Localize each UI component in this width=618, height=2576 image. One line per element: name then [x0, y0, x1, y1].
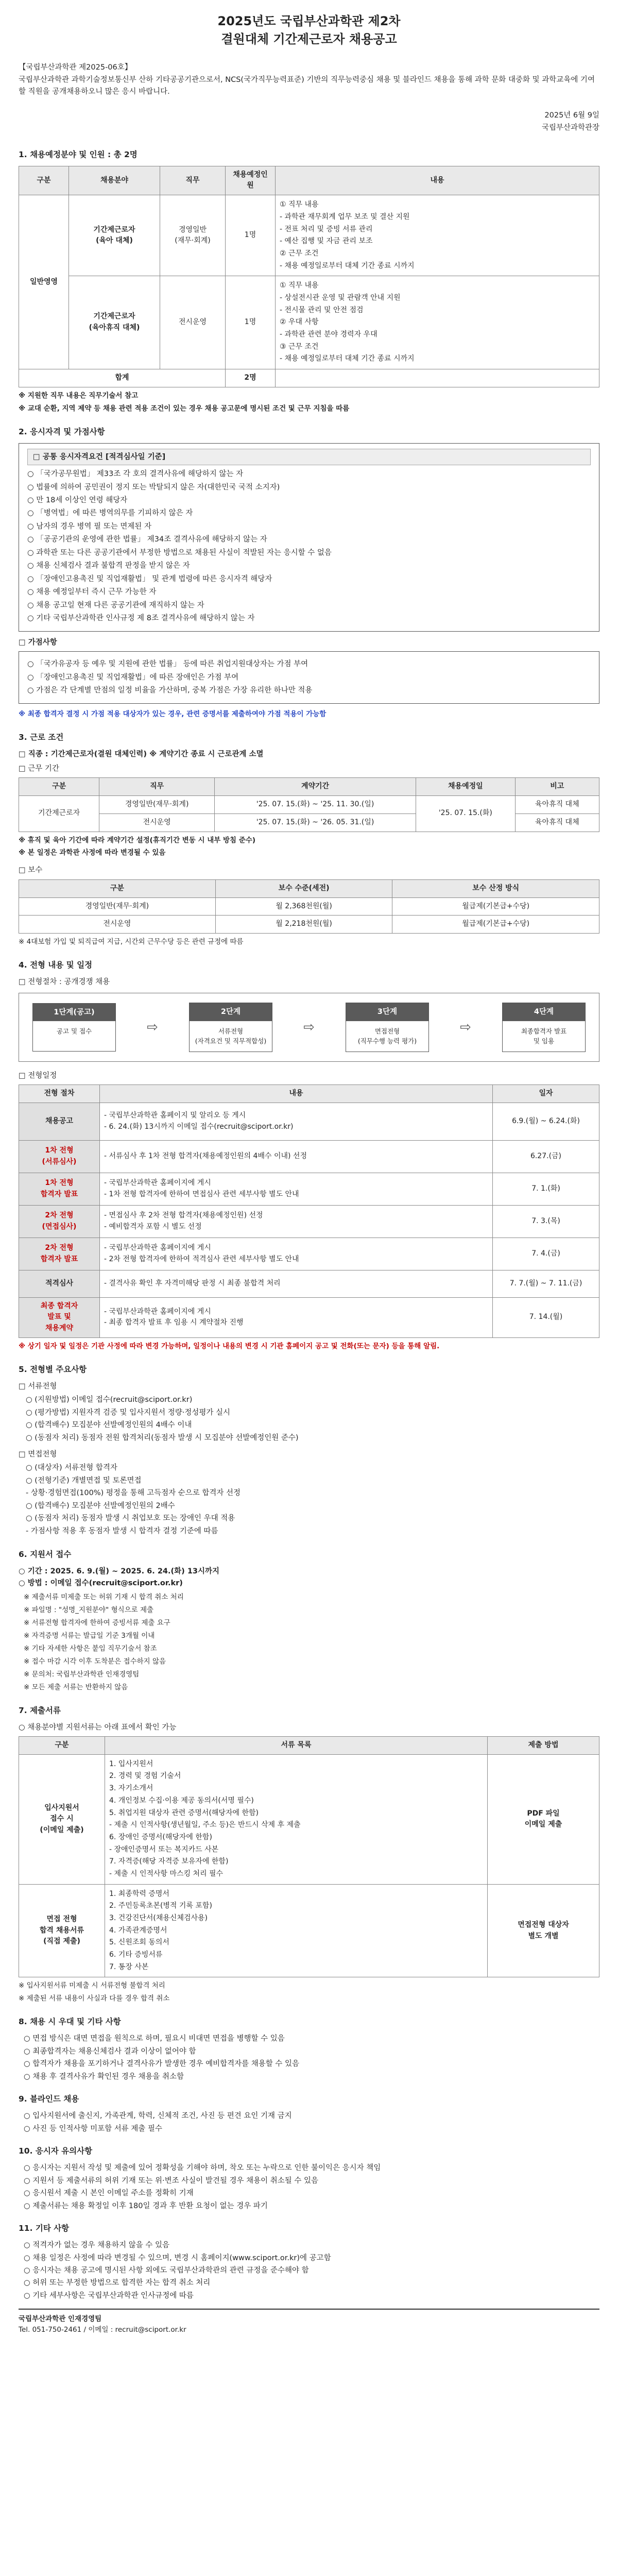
th-wage-method: 보수 산정 방식	[392, 879, 599, 897]
positions-table	[19, 166, 599, 387]
notice-org: 국립부산과학관장	[541, 123, 599, 132]
section-1-heading: 1. 채용예정분야 및 인원 : 총 2명	[19, 149, 138, 159]
wage-method: 월급제(기본급+수당)	[392, 897, 599, 916]
step-title: 1단계(공고)	[33, 1004, 115, 1021]
stage-content: - 서류심사 후 1차 전형 합격자(채용예정인원의 4배수 이내) 선정	[100, 1140, 493, 1173]
stage-content: - 국립부산과학관 홈페이지에 게시 - 1차 전형 합격자에 한하여 면접심사 관련 세부사항 별도 안내	[100, 1173, 493, 1205]
qualification-item: ○ 채용 신체검사 결과 불합격 판정을 받지 않은 자	[27, 562, 190, 570]
period-note: ※ 휴직 및 육아 기간에 따라 계약기간 설정(휴직기간 변동 시 내부 방침 준수)	[19, 836, 256, 844]
section-6-heading: 6. 지원서 접수	[19, 1550, 72, 1560]
total-row	[19, 369, 599, 387]
section-5-heading: 5. 전형별 주요사항	[19, 1364, 87, 1374]
qualification-item: ○ 「병역법」에 따른 병역의무를 기피하지 않은 자	[27, 509, 193, 518]
misc-item: ○ 합격자가 채용을 포기하거나 결격사유가 발생한 경우 예비합격자를 채용할 수 있음	[24, 2060, 299, 2069]
content-line: - 채용 예정일로부터 대체 기간 종료 시까지	[280, 354, 415, 363]
doc-item: ○ (지원방법) 이메일 접수(recruit@sciport.or.kr)	[26, 1396, 193, 1404]
qualification-item: ○ 「장애인고용촉진 및 직업재활법」 및 관계 법령에 따른 응시자격 해당자	[27, 574, 272, 583]
content-line: - 상설전시관 운영 및 관람객 안내 지원	[280, 293, 401, 302]
doc-list-item: 2. 경력 및 경험 기술서	[109, 1772, 181, 1781]
application-note: ※ 서류전형 합격자에 한하여 증빙서류 제출 요구	[24, 1619, 170, 1628]
application-notes	[24, 1592, 599, 1692]
section-7-heading: 7. 제출서류	[19, 1705, 61, 1715]
application-method: ○ 방법 : 이메일 접수(recruit@sciport.or.kr)	[19, 1579, 183, 1587]
section-4-heading: 4. 전형 내용 및 일정	[19, 960, 93, 970]
contact-footer	[19, 2309, 599, 2335]
etc-item: ○ 허위 또는 부정한 방법으로 합격한 자는 합격 취소 처리	[24, 2279, 211, 2287]
footer-contact: Tel. 051-750-2461 / 이메일 : recruit@sciport.or.kr	[19, 2326, 186, 2334]
qualification-box	[19, 443, 599, 632]
bonus-item: ○ 「장애인고용촉진 및 직업재활법」에 따른 장애인은 가점 부여	[27, 673, 239, 682]
doc-list-item: - 제출 시 인적사항(생년월일, 주소 등)은 반드시 삭제 후 제출	[109, 1821, 301, 1829]
content-line: ① 직무 내용	[280, 200, 319, 209]
section-2-heading: 2. 응시자격 및 가점사항	[19, 427, 105, 436]
stage-date: 7. 3.(목)	[493, 1205, 599, 1238]
doc-method: PDF 파일 이메일 제출	[488, 1754, 599, 1884]
schedule-note: ※ 상기 일자 및 일정은 기관 사정에 따라 변경 가능하며, 일정이나 내용의 변경 시 기관 홈페이지 공고 및 전화(또는 문자) 등을 통해 알림.	[19, 1342, 440, 1350]
wage-table	[19, 879, 599, 934]
etc-item: ○ 기타 세부사항은 국립부산과학관 인사규정에 따름	[24, 2291, 194, 2300]
process-flow	[19, 993, 599, 1061]
total-label: 합계	[19, 369, 226, 387]
stage-content: - 국립부산과학관 홈페이지에 게시 - 2차 전형 합격자에 한하여 적격심사 관련 세부사항 별도 안내	[100, 1238, 493, 1270]
etc-item: ○ 채용 일정은 사정에 따라 변경될 수 있으며, 변경 시 홈페이지(www.sciport.or.kr)에 공고함	[24, 2253, 331, 2262]
stage-content: - 국립부산과학관 홈페이지에 게시 - 최종 합격자 발표 후 임용 시 계약절차 진행	[100, 1297, 493, 1337]
duty-cell: 전시운영	[99, 814, 215, 832]
doc-list-item: 6. 기타 증빙서류	[109, 1951, 163, 1959]
process-step	[189, 1003, 272, 1052]
qualification-item: ○ 법률에 의하여 공민권이 정지 또는 박탈되지 않은 자(대한민국 국적 소지자)	[27, 483, 280, 492]
section-11-heading: 11. 기타 사항	[19, 2224, 70, 2233]
misc-item: ○ 면접 방식은 대면 면접을 원칙으로 하며, 필요시 비대면 면접을 병행할 수 있음	[24, 2035, 285, 2043]
application-note: ※ 모든 제출 서류는 반환하지 않음	[24, 1683, 128, 1691]
stage-cell: 최종 합격자 발표 및 채용계약	[19, 1297, 100, 1337]
bonus-heading: □ 가점사항	[19, 638, 57, 647]
doc-list	[105, 1754, 488, 1884]
documents-table	[19, 1736, 599, 1977]
caution-item: ○ 지원서 등 제출서류의 허위 기재 또는 위·변조 사실이 발견될 경우 채용이 취소될 수 있음	[24, 2176, 319, 2185]
doc-list-item: 6. 장애인 증명서(해당자에 한함)	[109, 1833, 212, 1841]
th-doc-method: 제출 방법	[488, 1737, 599, 1755]
doc-method: 면접전형 대상자 별도 개별	[488, 1884, 599, 1977]
table-row	[19, 897, 599, 916]
recruitment-notice	[19, 12, 599, 2335]
table-row	[19, 195, 599, 276]
caution-item: ○ 응시원서 제출 시 본인 이메일 주소를 정확히 기재	[24, 2189, 194, 2198]
content-cell	[276, 195, 599, 276]
duty-cell: 경영일반 (재무·회계)	[160, 195, 226, 276]
doc-screening-heading: □ 서류전형	[19, 1382, 57, 1391]
interview-item: ○ (대상자) 서류전형 합격자	[26, 1464, 117, 1472]
count-cell: 1명	[226, 276, 276, 369]
docs-note: ※ 제출된 서류 내용이 사실과 다를 경우 합격 취소	[19, 1994, 170, 2003]
process-step	[32, 1003, 116, 1052]
job-type: □ 직종 : 기간제근로자(결원 대체인력) ※ 계약기간 종료 시 근로관계 소멸	[19, 750, 264, 758]
stage-date: 7. 14.(월)	[493, 1297, 599, 1337]
th-duty: 직무	[160, 166, 226, 195]
doc-list-item: 1. 입사지원서	[109, 1759, 153, 1768]
bonus-item: ○ 「국가유공자 등 예우 및 지원에 관한 법률」 등에 따른 취업지원대상자는 가점 부여	[27, 660, 308, 669]
field-cell: 기간제근로자 (육아휴직 대체)	[69, 276, 160, 369]
doc-list-item: 5. 취업지원 대상자 관련 증명서(해당자에 한함)	[109, 1808, 259, 1817]
stage-cell: 2차 전형 합격자 발표	[19, 1238, 100, 1270]
qualification-item: ○ 기타 국립부산과학관 인사규정 제 8조 결격사유에 해당하지 않는 자	[27, 614, 255, 623]
bonus-item: ○ 가점은 각 단계별 만점의 일정 비율을 가산하며, 중복 가점은 가장 유리한 하나만 적용	[27, 686, 313, 695]
type-cell: 기간제근로자	[19, 796, 99, 832]
stage-heading: □ 전형절차 : 공개경쟁 채용	[19, 977, 110, 986]
application-note: ※ 자격증명 서류는 발급일 기준 3개월 이내	[24, 1632, 155, 1640]
interview-item: ○ (합격배수) 모집분야 선발예정인원의 2배수	[26, 1501, 175, 1510]
th-content: 내용	[276, 166, 599, 195]
schedule-heading: □ 전형일정	[19, 1071, 57, 1080]
schedule-table	[19, 1084, 599, 1338]
period-cell: '25. 07. 15.(화) ~ '25. 11. 30.(일)	[215, 796, 416, 814]
wage-heading: □ 보수	[19, 866, 43, 875]
field-cell: 기간제근로자 (육아 대체)	[69, 195, 160, 276]
notice-body: 국립부산과학관 과학기술정보통신부 산하 기타공공기관으로서, NCS(국가직무능력표준) 기반의 직무능력중심 채용 및 블라인드 채용을 통해 과학 문화 대중화 및 과학교육에 기여할 직원을 공개채용하오니 많은 응시 바랍니다.	[19, 75, 595, 96]
doc-list-item: - 제출 시 인적사항 마스킹 처리 필수	[109, 1869, 224, 1878]
content-line: - 채용 예정일로부터 대체 기간 종료 시까지	[280, 261, 415, 270]
wage-amount: 월 2,218천원(월)	[215, 916, 392, 934]
doc-list-item: 3. 건강진단서(채용신체검사용)	[109, 1914, 208, 1923]
notice-intro	[19, 62, 599, 99]
wage-duty: 경영일반(재무·회계)	[19, 897, 216, 916]
duty-cell: 전시운영	[160, 276, 226, 369]
step-body: 면접전형 (직무수행 능력 평가)	[357, 1027, 417, 1045]
th-wage-amount: 보수 수준(세전)	[215, 879, 392, 897]
blind-item: ○ 사진 등 인적사항 미포함 서류 제출 필수	[24, 2124, 163, 2133]
doc-list-item: 5. 신원조회 동의서	[109, 1938, 169, 1947]
th-stage: 전형 절차	[19, 1084, 100, 1103]
caution-item: ○ 응시자는 지원서 작성 및 제출에 있어 정확성을 기해야 하며, 착오 또는 누락으로 인한 불이익은 응시자 책임	[24, 2164, 381, 2173]
section-3-heading: 3. 근로 조건	[19, 732, 64, 742]
stage-content: - 면접심사 후 2차 전형 합격자(채용예정인원) 선정 - 예비합격자 포함 시 별도 선정	[100, 1205, 493, 1238]
duty-cell: 경영일반(재무·회계)	[99, 796, 215, 814]
doc-list-item: - 장애인증명서 또는 복지카드 사본	[109, 1845, 219, 1854]
section-8-heading: 8. 채용 시 우대 및 기타 사항	[19, 2017, 121, 2027]
remark-cell: 육아휴직 대체	[515, 796, 599, 814]
process-step	[346, 1003, 429, 1052]
remark-cell: 육아휴직 대체	[515, 814, 599, 832]
notice-date: 2025년 6월 9일	[544, 111, 599, 120]
content-line: - 예산 집행 및 자금 관리 보조	[280, 237, 373, 246]
period-cell: '25. 07. 15.(화) ~ '26. 05. 31.(일)	[215, 814, 416, 832]
application-note: ※ 기타 자세한 사항은 붙임 직무기술서 참조	[24, 1644, 157, 1653]
content-line: ③ 근무 조건	[280, 342, 319, 351]
step-body: 서류전형 (자격요건 및 직무적합성)	[195, 1027, 267, 1045]
qualification-item: ○ 「공공기관의 운영에 관한 법률」 제34조 결격사유에 해당하지 않는 자	[27, 535, 267, 544]
doc-list-item: 7. 자격증(해당 자격증 보유자에 한함)	[109, 1857, 229, 1866]
interview-heading: □ 면접전형	[19, 1450, 57, 1459]
qualification-item: ○ 과학관 또는 다른 공공기관에서 부정한 방법으로 채용된 사실이 적발된 자는 응시할 수 없음	[27, 548, 332, 557]
total-empty	[276, 369, 599, 387]
content-line: - 전시물 관리 및 안전 점검	[280, 306, 364, 314]
th-wage-duty: 구분	[19, 879, 216, 897]
period-table	[19, 777, 599, 832]
content-cell	[276, 276, 599, 369]
group-cell: 일반영영	[19, 195, 69, 369]
section-9-heading: 9. 블라인드 채용	[19, 2094, 79, 2104]
total-count: 2명	[226, 369, 276, 387]
doc-item: ○ (평가방법) 지원자격 검증 및 입사지원서 정량·정성평가 실시	[26, 1408, 231, 1417]
arrow-right-icon: ⇨	[460, 1019, 471, 1035]
content-line: - 과학관 재무회계 업무 보조 및 결산 지원	[280, 212, 410, 221]
interview-item: - 가점사항 적용 후 동점자 발생 시 합격자 결정 기준에 따름	[26, 1527, 218, 1535]
stage-cell: 적격심사	[19, 1270, 100, 1297]
qualification-heading: □ 공통 응시자격요건 [적격심사일 기준]	[27, 449, 591, 465]
doc-list-item: 2. 주민등록초본(병적 기록 포함)	[109, 1902, 212, 1910]
qualification-item: ○ 만 18세 이상인 연령 해당자	[27, 496, 128, 505]
stage-cell: 1차 전형 (서류심사)	[19, 1140, 100, 1173]
application-note: ※ 접수 마감 시각 이후 도착분은 접수하지 않음	[24, 1657, 166, 1666]
stage-cell: 채용공고	[19, 1103, 100, 1140]
step-body: 최종합격자 발표 및 임용	[521, 1027, 567, 1045]
doc-list-item: 4. 가족관계증명서	[109, 1926, 167, 1935]
content-line: ② 우대 사항	[280, 318, 319, 327]
th-field: 채용분야	[69, 166, 160, 195]
table-row	[19, 1173, 599, 1205]
docs-intro: ○ 채용분야별 지원서류는 아래 표에서 확인 가능	[19, 1723, 177, 1732]
etc-item: ○ 적격자가 없는 경우 채용하지 않을 수 있음	[24, 2241, 170, 2250]
stage-content: - 결격사유 확인 후 자격미해당 판정 시 최종 불합격 처리	[100, 1270, 493, 1297]
count-cell: 1명	[226, 195, 276, 276]
doc-list	[105, 1884, 488, 1977]
doc-list-item: 7. 통장 사본	[109, 1962, 149, 1971]
blind-item: ○ 입사지원서에 출신지, 가족관계, 학력, 신체적 조건, 사진 등 편견 요인 기재 금지	[24, 2112, 292, 2121]
content-line: - 과학관 관련 분야 경력자 우대	[280, 330, 377, 338]
th-doc-group: 구분	[19, 1737, 105, 1755]
content-line: - 전표 처리 및 증빙 서류 관리	[280, 225, 373, 233]
wage-method: 월급제(기본급+수당)	[392, 916, 599, 934]
doc-group: 입사지원서 접수 시 (이메일 제출)	[19, 1754, 105, 1884]
doc-list-item: 3. 자기소개서	[109, 1784, 153, 1793]
etc-item: ○ 응시자는 채용 공고에 명시된 사항 외에도 국립부산과학관의 관련 규정을 준수해야 함	[24, 2266, 309, 2275]
section-10-heading: 10. 응시자 유의사항	[19, 2146, 93, 2156]
page-title: 2025년도 국립부산과학관 제2차 결원대체 기간제근로자 채용공고	[217, 14, 401, 46]
sec1-note: ※ 지원한 직무 내용은 직무기술서 참고	[19, 391, 139, 400]
docs-note: ※ 입사지원서류 미제출 시 서류전형 불합격 처리	[19, 1981, 165, 1990]
table-row	[19, 1754, 599, 1884]
step-title: 2단계	[190, 1003, 272, 1021]
wage-duty: 전시운영	[19, 916, 216, 934]
th-category: 구분	[19, 166, 69, 195]
content-line: ② 근무 조건	[280, 249, 319, 258]
th-count: 채용예정인원	[226, 166, 276, 195]
th-period: 계약기간	[215, 778, 416, 796]
misc-item: ○ 채용 후 결격사유가 확인된 경우 채용을 취소함	[24, 2072, 184, 2081]
table-row	[19, 1238, 599, 1270]
th-sched-content: 내용	[100, 1084, 493, 1103]
qualification-item: ○ 남자의 경우 병역 필 또는 면제된 자	[27, 522, 152, 531]
th-start: 채용예정일	[416, 778, 516, 796]
stage-cell: 1차 전형 합격자 발표	[19, 1173, 100, 1205]
stage-date: 7. 1.(화)	[493, 1173, 599, 1205]
process-step	[502, 1003, 586, 1052]
arrow-right-icon: ⇨	[303, 1019, 315, 1035]
table-row	[19, 276, 599, 369]
period-note: ※ 본 일정은 과학관 사정에 따라 변경될 수 있음	[19, 849, 166, 857]
arrow-right-icon: ⇨	[147, 1019, 158, 1035]
notice-number: 【국립부산과학관 제2025-06호】	[19, 63, 132, 72]
doc-group: 면접 전형 합격 채용서류 (직접 제출)	[19, 1884, 105, 1977]
start-cell: '25. 07. 15.(화)	[416, 796, 516, 832]
interview-item: ○ (전형기준) 개별면접 및 토론면접	[26, 1476, 142, 1485]
caution-item: ○ 제출서류는 채용 확정일 이후 180일 경과 후 반환 요청이 없는 경우 파기	[24, 2201, 268, 2210]
wage-note: ※ 4대보험 가입 및 퇴직급여 지급, 시간외 근무수당 등은 관련 규정에 따름	[19, 937, 244, 946]
th-remark: 비고	[515, 778, 599, 796]
doc-list-item: 1. 최종학력 증명서	[109, 1889, 169, 1898]
interview-item: - 상황·경험면접(100%) 평정을 통해 고득점자 순으로 합격자 선정	[26, 1489, 241, 1498]
table-row	[19, 1297, 599, 1337]
doc-item: ○ (동점자 처리) 동점자 전원 합격처리(동점자 발생 시 모집분야 선발예정인원 준수)	[26, 1433, 299, 1442]
th-date: 일자	[493, 1084, 599, 1103]
stage-cell: 2차 전형 (면접심사)	[19, 1205, 100, 1238]
application-note: ※ 문의처: 국립부산과학관 인재경영팀	[24, 1670, 140, 1679]
th-duty: 직무	[99, 778, 215, 796]
step-body: 공고 및 접수	[56, 1027, 92, 1036]
qualification-item: ○ 「국가공무원법」 제33조 각 호의 결격사유에 해당하지 않는 자	[27, 470, 244, 479]
sec1-note: ※ 교대 순환, 지역 제약 등 채용 관련 적용 조건이 있는 경우 채용 공고문에 명시된 조건 및 근무 지침을 따름	[19, 404, 350, 413]
footer-org: 국립부산과학관 인재경영팀	[19, 2315, 102, 2324]
application-period: ○ 기간 : 2025. 6. 9.(월) ~ 2025. 6. 24.(화) 13시까지	[19, 1567, 220, 1576]
table-row	[19, 1140, 599, 1173]
table-row	[19, 1884, 599, 1977]
bonus-box	[19, 651, 599, 703]
stage-date: 7. 4.(금)	[493, 1238, 599, 1270]
wage-amount: 월 2,368천원(월)	[215, 897, 392, 916]
work-period-heading: □ 근무 기간	[19, 764, 59, 773]
table-row	[19, 916, 599, 934]
stage-date: 6.27.(금)	[493, 1140, 599, 1173]
application-note: ※ 파일명 : "성명_지원분야" 형식으로 제출	[24, 1606, 154, 1615]
stage-date: 6.9.(월) ~ 6.24.(화)	[493, 1103, 599, 1140]
step-title: 4단계	[503, 1003, 585, 1021]
stage-date: 7. 7.(월) ~ 7. 11.(금)	[493, 1270, 599, 1297]
doc-list-item: 4. 개인정보 수집·이용 제공 동의서(서명 필수)	[109, 1796, 254, 1805]
th-doc-list: 서류 목록	[105, 1737, 488, 1755]
table-row	[19, 796, 599, 814]
bonus-note: ※ 최종 합격자 결정 시 가점 적용 대상자가 있는 경우, 관련 증명서를 제출하여야 가점 적용이 가능함	[19, 709, 327, 718]
content-line: ① 직무 내용	[280, 281, 319, 290]
qualification-item: ○ 채용 공고일 현재 다른 공공기관에 재직하지 않는 자	[27, 601, 204, 609]
doc-item: ○ (합격배수) 모집분야 선발예정인원의 4배수 이내	[26, 1421, 192, 1430]
th-type: 구분	[19, 778, 99, 796]
qualification-item: ○ 채용 예정일부터 즉시 근무 가능한 자	[27, 588, 157, 597]
dateline	[19, 110, 599, 133]
table-row	[19, 1270, 599, 1297]
table-row	[19, 1103, 599, 1140]
stage-content: - 국립부산과학관 홈페이지 및 알리오 등 게시 - 6. 24.(화) 13시까지 이메일 접수(recruit@sciport.or.kr)	[100, 1103, 493, 1140]
misc-item: ○ 최종합격자는 채용신체검사 결과 이상이 없어야 함	[24, 2047, 196, 2056]
step-title: 3단계	[346, 1003, 428, 1021]
table-row	[19, 1205, 599, 1238]
interview-item: ○ (동점자 처리) 동점자 발생 시 취업보호 또는 장애인 우대 적용	[26, 1514, 235, 1523]
application-note: ※ 제출서류 미제출 또는 허위 기재 시 합격 취소 처리	[24, 1593, 184, 1602]
